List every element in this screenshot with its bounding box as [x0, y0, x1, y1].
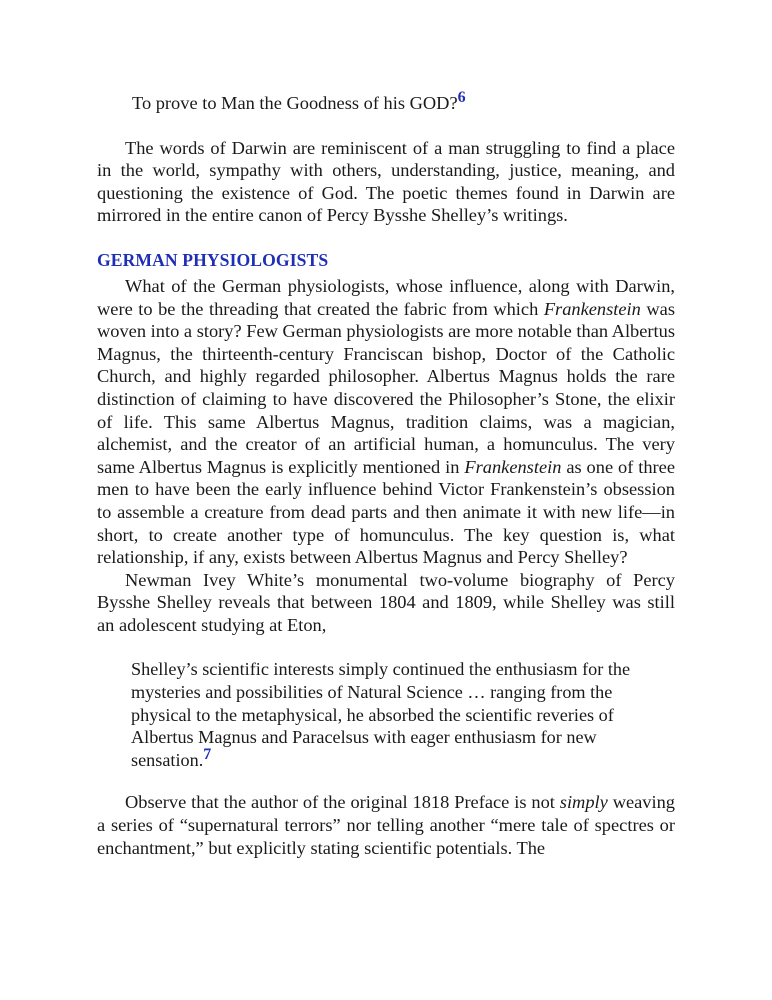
paragraph-preface [97, 791, 675, 859]
magnus-text-3: as one of three men to have been the early influence behind Victor Frankenstein’s obsession to assemble a creature from dead parts and then animate it with new life—in short, to create another type of homunculus. The key question is, what relationship, if any, exists between Albertus Magnus and Percy Shelley? [97, 456, 675, 568]
blockquote [131, 658, 641, 771]
poem-line-text: To prove to Man the Goodness of his GOD? [132, 93, 458, 113]
magnus-text-1: What of the German physiologists, whose influence, along with Darwin, were to be the threading that created the fabric from which [97, 275, 675, 319]
section-heading: GERMAN PHYSIOLOGISTS [97, 249, 329, 270]
magnus-italic-1: Frankenstein [543, 298, 641, 319]
preface-text-1: Observe that the author of the original 1818 Preface is not [125, 792, 560, 813]
preface-text-2: weaving a series of “supernatural terrors” nor telling another “mere tale of spectres or enchantment,” but explicitly stating scientific potentials. The [97, 792, 675, 858]
paragraph-white: Newman Ivey White’s monumental two-volume biography of Percy Bysshe Shelley reveals that between 1804 and 1809, while Shelley was still an adolescent studying at Eton, [97, 569, 675, 635]
magnus-italic-2: Frankenstein [464, 456, 562, 477]
poem-line [132, 89, 675, 115]
book-page [97, 89, 675, 859]
footnote-7-link[interactable]: 7 [203, 745, 212, 763]
blockquote-text: Shelley’s scientific interests simply continued the enthusiasm for the mysteries and possibilities of Natural Science … ranging from the physical to the metaphysical, he absorbed the scientific reveries of Albertus Magnus and Paracelsus with eager enthusiasm for new sensation. [131, 659, 631, 770]
paragraph-darwin: The words of Darwin are reminiscent of a man struggling to find a place in the world, sympathy with others, understanding, justice, meaning, and questioning the existence of God. The poetic themes found in Darwin are mirrored in the entire canon of Percy Bysshe Shelley’s writings. [97, 137, 675, 226]
footnote-6-link[interactable]: 6 [457, 89, 466, 106]
paragraph-magnus [97, 275, 675, 569]
preface-italic: simply [559, 792, 608, 813]
magnus-text-2: was woven into a story? Few German physiologists are more notable than Albertus Magnus, the thirteenth-century Franciscan bishop, Doctor of the Catholic Church, and highly regarded philosopher. Albertus Magnus holds the rare distinction of claiming to have discovered the Philosopher’s Stone, the elixir of life. This same Albertus Magnus, tradition claims, was a magician, alchemist, and the creator of an artificial human, a homunculus. The very same Albertus Magnus is explicitly mentioned in [97, 298, 675, 477]
